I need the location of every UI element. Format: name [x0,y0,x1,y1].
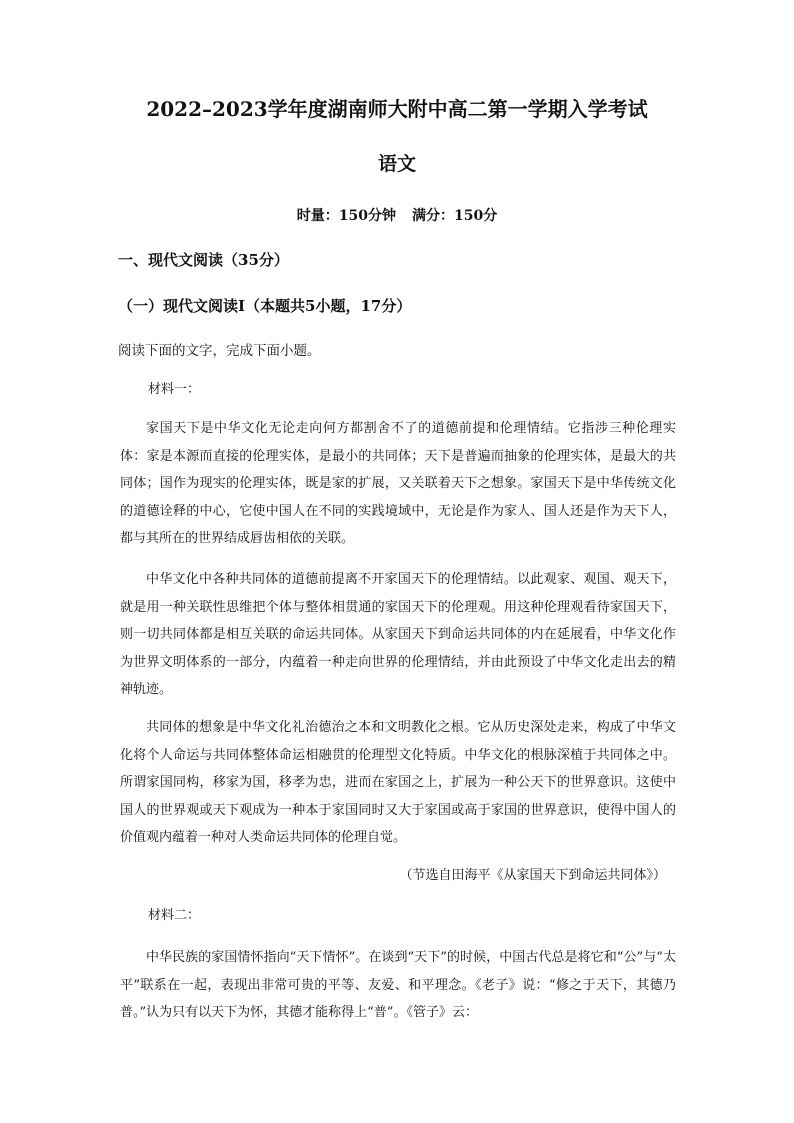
exam-time: 时量：150分钟 [296,208,396,224]
material-one-label: 材料一： [148,382,201,397]
section-heading: 一、现代文阅读（35分） [118,251,289,269]
material-one-paragraph-3: 共同体的想象是中华文化礼治德治之本和文明教化之根。它从历史深处走来，构成了中华文化将个人命运与共同体整体命运相融贯的伦理型文化特质。中华文化的根脉深植于共同体之中。所谓家国同构，移家为国，移孝为忠，进而在家国之上，扩展为一种公天下的世界意识。这使中国人的世界观或天下观成为一种本于家国同时又大于家国或高于家国的世界意识，使得中国人的价值观内蕴着一种对人类命运共同体的伦理自觉。 [120,720,676,845]
material-two-label: 材料二： [148,908,201,923]
material-one-paragraph-2: 中华文化中各种共同体的道德前提离不开家国天下的伦理情结。以此观家、观国、观天下，就是用一种关联性思维把个体与整体相贯通的家国天下的伦理观。用这种伦理观看待家国天下，则一切共同体都是相互关联的命运共同体。从家国天下到命运共同体的内在延展看，中华文化作为世界文明体系的一部分，内蕴着一种走向世界的伦理情结，并由此预设了中华文化走出去的精神轨迹。 [120,572,676,697]
material-two-paragraph-1: 中华民族的家国情怀指向“天下情怀”。在谈到“天下”的时候，中国古代总是将它和“公”与“太平”联系在一起，表现出非常可贵的平等、友爱、和平理念。《老子》说：“修之于天下，其德乃普。”认为只有以天下为怀，其德才能称得上“普”。《管子》云： [120,950,676,1020]
subsection-heading: （一）现代文阅读Ⅰ（本题共5小题，17分） [118,297,412,315]
subject-title: 语文 [377,153,416,175]
material-one-source: （节选自田海平《从家国天下到命运共同体》） [399,868,666,883]
material-one-paragraph-1: 家国天下是中华文化无论走向何方都割舍不了的道德前提和伦理情结。它指涉三种伦理实体：家是本源而直接的伦理实体，是最小的共同体；天下是普遍而抽象的伦理实体，是最大的共同体；国作为现实的伦理实体，既是家的扩展，又关联着天下之想象。家国天下是中华传统文化的道德诠释的中心，它使中国人在不同的实践境域中，无论是作为家人、国人还是作为天下人，都与其所在的世界结成唇齿相依的关联。 [120,421,676,546]
exam-meta [0,206,794,226]
exam-title: 2022–2023学年度湖南师大附中高二第一学期入学考试 [146,97,648,121]
exam-score: 满分：150分 [412,208,498,224]
reading-instruction: 阅读下面的文字，完成下面小题。 [118,343,321,359]
